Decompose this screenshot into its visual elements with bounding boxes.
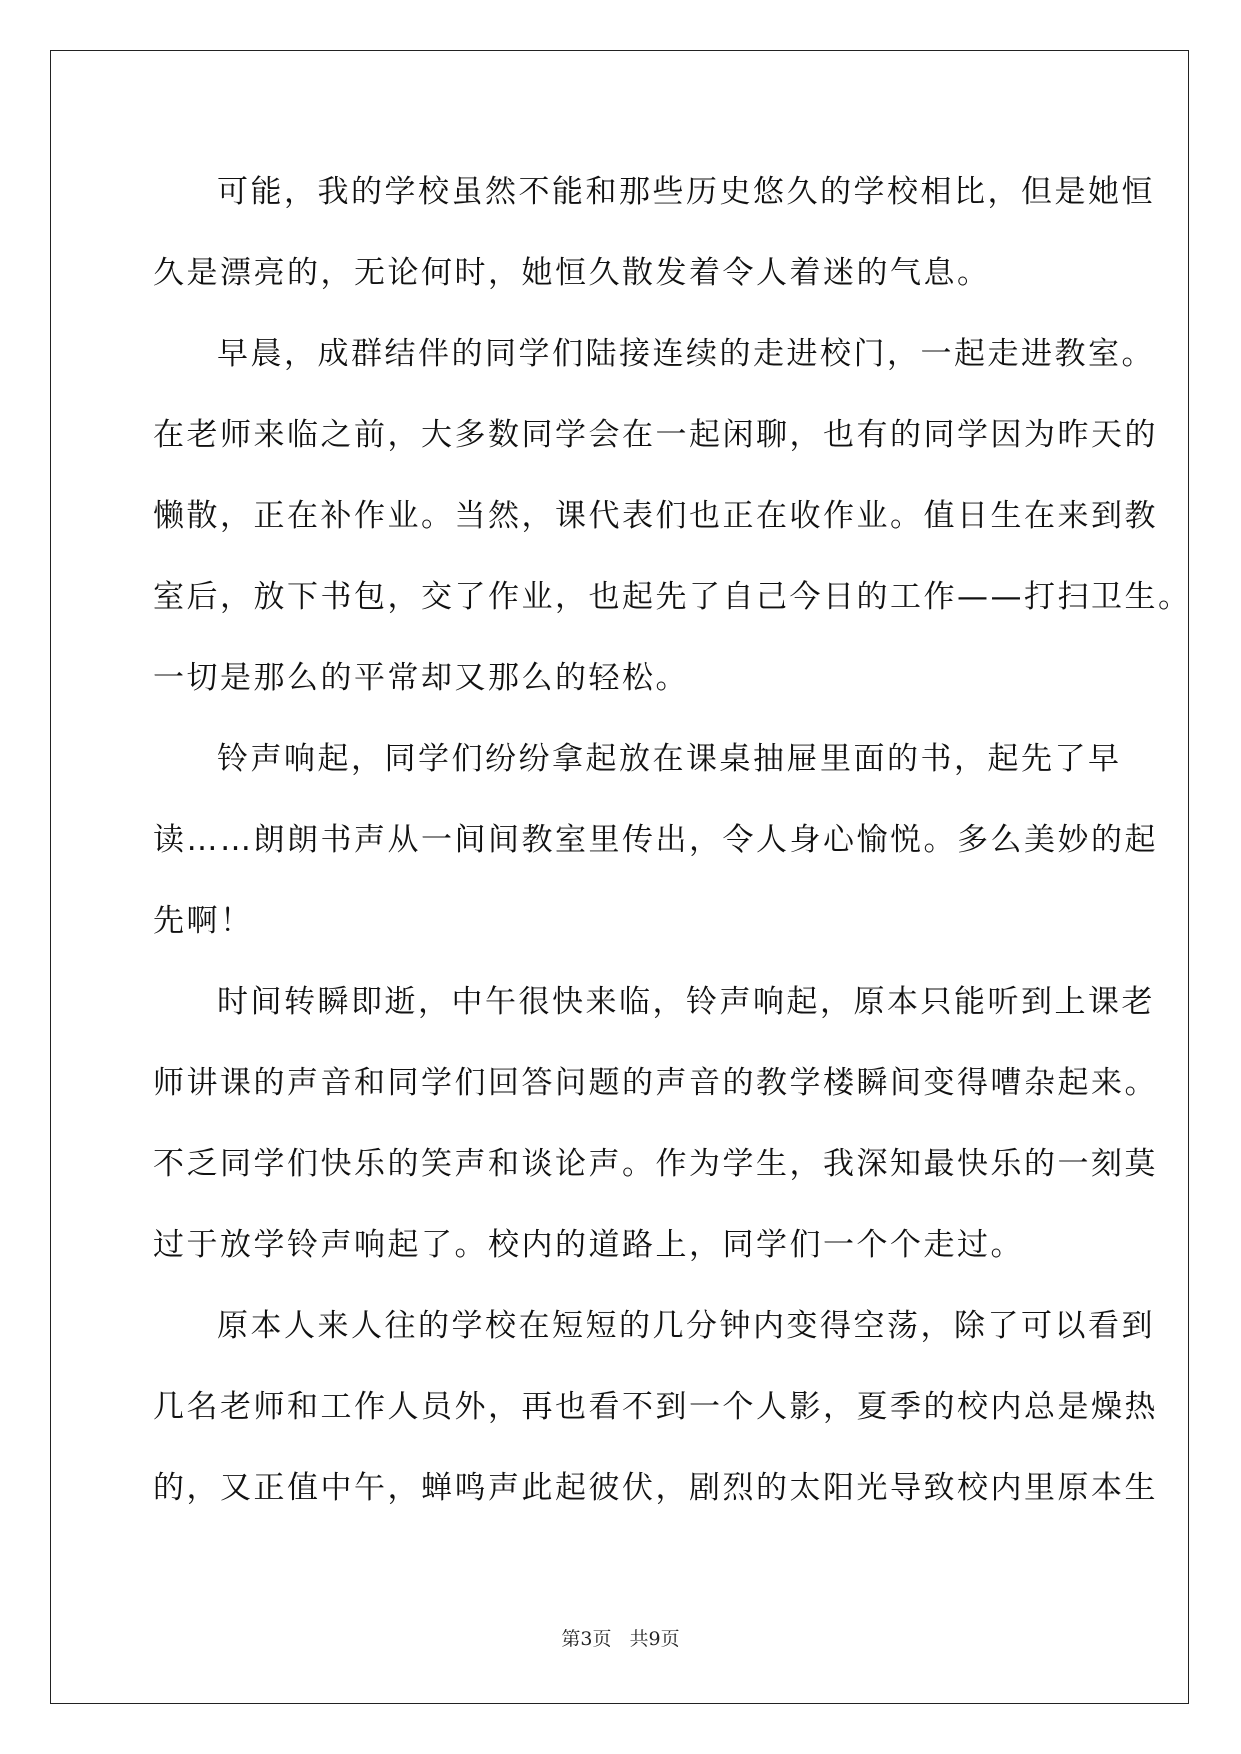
- text-line: 在老师来临之前，大多数同学会在一起闲聊，也有的同学因为昨天的: [153, 417, 1158, 453]
- text-line: 可能，我的学校虽然不能和那些历史悠久的学校相比，但是她恒: [217, 174, 1155, 210]
- page-number: 第3页: [561, 1628, 612, 1650]
- text-line: 铃声响起，同学们纷纷拿起放在课桌抽屉里面的书，起先了早: [217, 741, 1122, 777]
- text-line: 早晨，成群结伴的同学们陆接连续的走进校门，一起走进教室。: [217, 336, 1155, 372]
- text-line: 懒散，正在补作业。当然，课代表们也正在收作业。值日生在来到教: [153, 498, 1158, 534]
- document-body: [153, 162, 1192, 1539]
- text-line: 过于放学铃声响起了。校内的道路上，同学们一个个走过。: [153, 1227, 1024, 1263]
- text-line: 室后，放下书包，交了作业，也起先了自己今日的工作——打扫卫生。: [153, 579, 1192, 615]
- text-line: 不乏同学们快乐的笑声和谈论声。作为学生，我深知最快乐的一刻莫: [153, 1146, 1158, 1182]
- text-line: 一切是那么的平常却又那么的轻松。: [153, 660, 689, 696]
- text-line: 几名老师和工作人员外，再也看不到一个人影，夏季的校内总是燥热: [153, 1389, 1158, 1425]
- page-footer: [0, 1624, 1241, 1651]
- text-line: 的，又正值中午，蝉鸣声此起彼伏，剧烈的太阳光导致校内里原本生: [153, 1470, 1158, 1506]
- page-total: 共9页: [629, 1628, 680, 1650]
- text-line: 师讲课的声音和同学们回答问题的声音的教学楼瞬间变得嘈杂起来。: [153, 1065, 1158, 1101]
- text-line: 久是漂亮的，无论何时，她恒久散发着令人着迷的气息。: [153, 255, 991, 291]
- text-line: 读……朗朗书声从一间间教室里传出，令人身心愉悦。多么美妙的起: [153, 822, 1158, 858]
- text-line: 时间转瞬即逝，中午很快来临，铃声响起，原本只能听到上课老: [217, 984, 1155, 1020]
- text-line: 原本人来人往的学校在短短的几分钟内变得空荡，除了可以看到: [217, 1308, 1155, 1344]
- text-line: 先啊！: [153, 903, 254, 939]
